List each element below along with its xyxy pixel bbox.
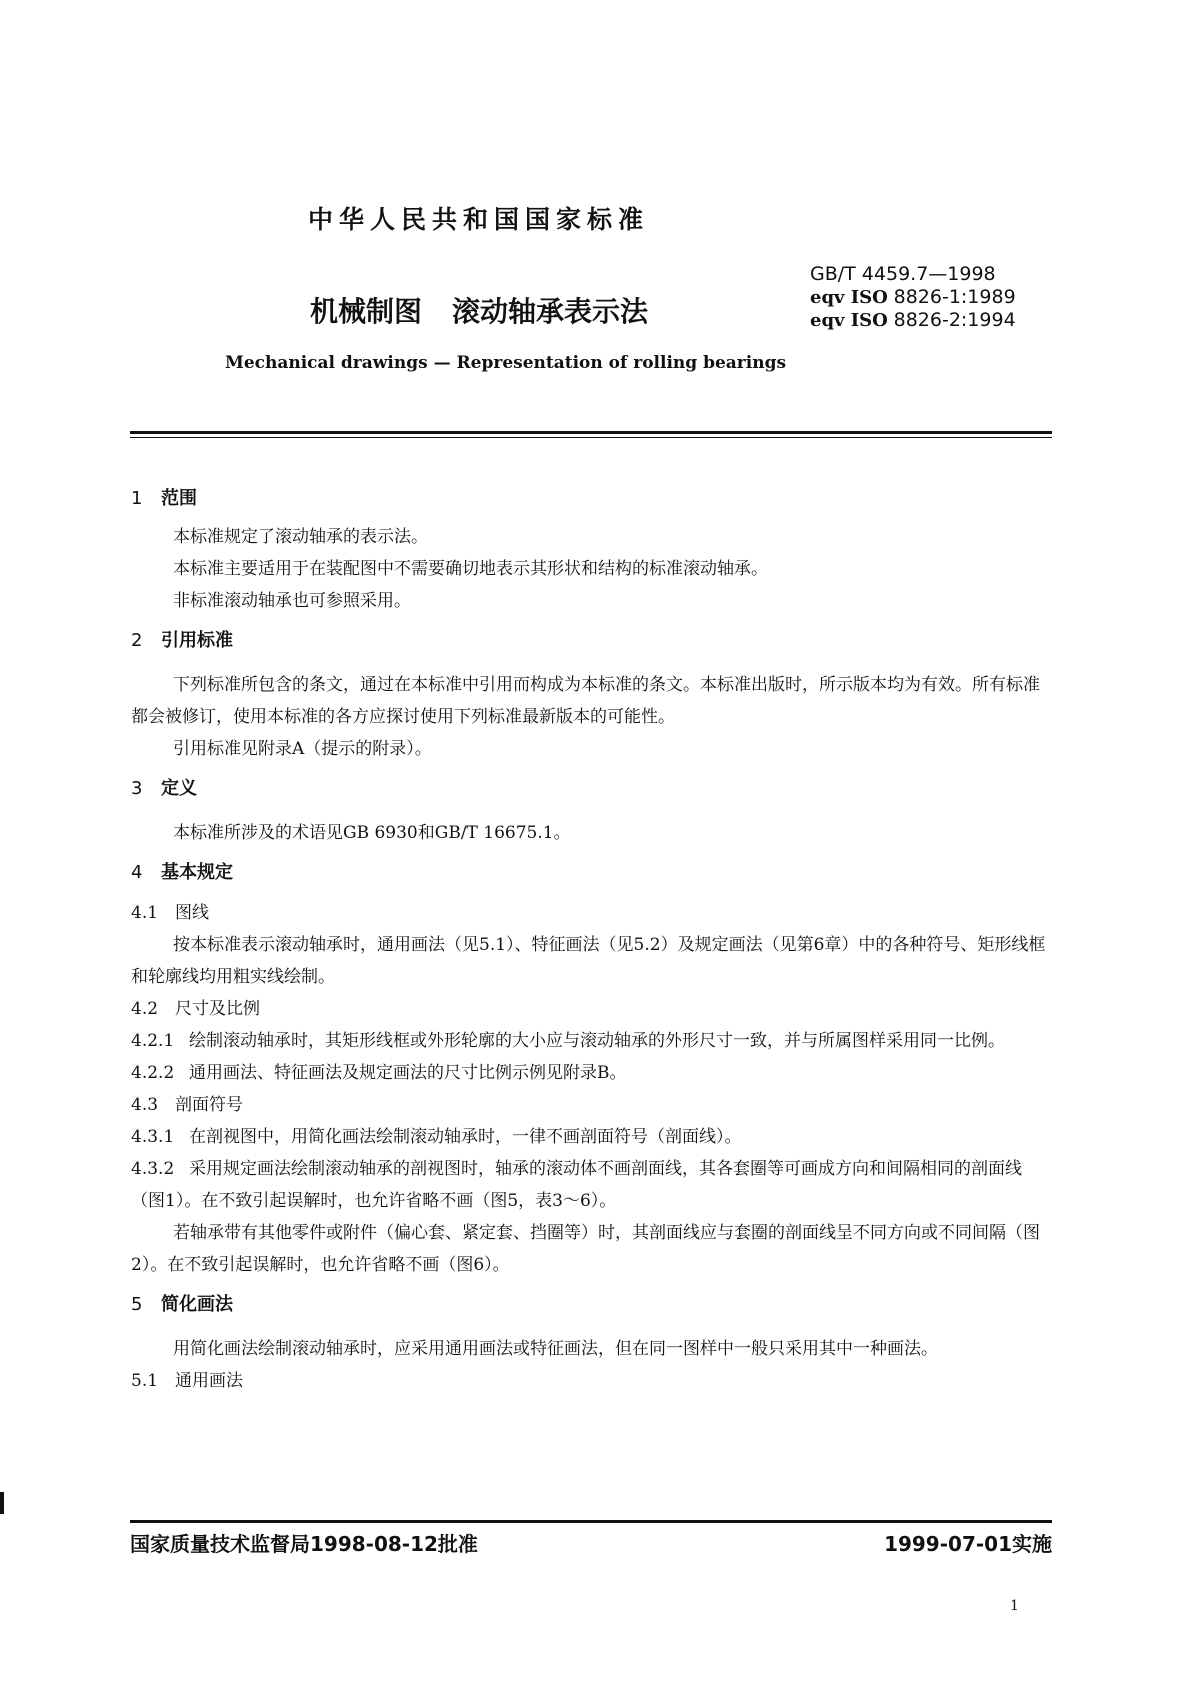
section-3-paragraph: 本标准所涉及的术语见GB 6930和GB/T 16675.1。 xyxy=(173,823,571,843)
section-2-paragraph: 引用标准见附录A（提示的附录）。 xyxy=(173,739,432,759)
document-body xyxy=(131,487,1051,1397)
clause-4-3-2: 4.3.2 采用规定画法绘制滚动轴承的剖视图时，轴承的滚动体不画剖面线，其各套圈等可画成方向和间隔相同的剖面线（图1）。在不致引起误解时，也允许省略不画（图5，表3～6）。 xyxy=(131,1159,1022,1211)
clause-4-2-1: 4.2.1 绘制滚动轴承时，其矩形线框或外形轮廓的大小应与滚动轴承的外形尺寸一致，并与所属图样采用同一比例。 xyxy=(131,1031,1005,1051)
implementation-date: 1999-07-01实施 xyxy=(884,1532,1052,1556)
equivalent-iso-1: eqv ISO 8826-1:1989 xyxy=(810,286,1016,308)
national-standard-heading: 中华人民共和国国家标准 xyxy=(308,205,650,234)
section-1-paragraph: 本标准主要适用于在装配图中不需要确切地表示其形状和结构的标准滚动轴承。 xyxy=(173,559,768,579)
subsection-4-2-heading: 4.2 尺寸及比例 xyxy=(131,999,260,1019)
section-heading-4: 4 基本规定 xyxy=(131,862,233,883)
subsection-5-1-heading: 5.1 通用画法 xyxy=(131,1371,243,1391)
clause-4-2-2: 4.2.2 通用画法、特征画法及规定画法的尺寸比例示例见附录B。 xyxy=(131,1063,627,1083)
document-title-cn: 机械制图 滚动轴承表示法 xyxy=(310,295,649,328)
clause-4-3-1: 4.3.1 在剖视图中，用简化画法绘制滚动轴承时，一律不画剖面符号（剖面线）。 xyxy=(131,1127,742,1147)
subsection-4-3-heading: 4.3 剖面符号 xyxy=(131,1095,243,1115)
standard-number: GB/T 4459.7—1998 xyxy=(810,263,996,285)
section-5-paragraph: 用简化画法绘制滚动轴承时，应采用通用画法或特征画法，但在同一图样中一般只采用其中一种画法。 xyxy=(173,1339,938,1359)
footer-rule xyxy=(130,1520,1052,1523)
section-heading-1: 1 范围 xyxy=(131,488,197,509)
standard-codes xyxy=(810,263,1110,332)
header-rule-thick xyxy=(130,431,1052,434)
section-heading-5: 5 简化画法 xyxy=(131,1294,233,1315)
equivalent-iso-2: eqv ISO 8826-2:1994 xyxy=(810,309,1016,331)
approval-date: 国家质量技术监督局1998-08-12批准 xyxy=(130,1532,478,1556)
section-1-paragraph: 本标准规定了滚动轴承的表示法。 xyxy=(173,527,428,547)
clause-4-3-2-paragraph: 若轴承带有其他零件或附件（偏心套、紧定套、挡圈等）时，其剖面线应与套圈的剖面线呈不同方向或不同间隔（图2）。在不致引起误解时，也允许省略不画（图6）。 xyxy=(131,1223,1040,1275)
subsection-4-1-paragraph: 按本标准表示滚动轴承时，通用画法（见5.1）、特征画法（见5.2）及规定画法（见第6章）中的各种符号、矩形线框和轮廓线均用粗实线绘制。 xyxy=(131,935,1046,987)
subsection-4-1-heading: 4.1 图线 xyxy=(131,903,209,923)
section-heading-3: 3 定义 xyxy=(131,778,197,799)
document-title-en: Mechanical drawings — Representation of rolling bearings xyxy=(225,353,787,373)
page-number: 1 xyxy=(1010,1598,1019,1614)
section-2-paragraph: 下列标准所包含的条文，通过在本标准中引用而构成为本标准的条文。本标准出版时，所示版本均为有效。所有标准都会被修订，使用本标准的各方应探讨使用下列标准最新版本的可能性。 xyxy=(131,675,1040,727)
scan-edge-mark xyxy=(0,1492,4,1514)
section-1-paragraph: 非标准滚动轴承也可参照采用。 xyxy=(173,591,411,611)
section-heading-2: 2 引用标准 xyxy=(131,630,233,651)
header-rule-thin xyxy=(130,437,1052,438)
